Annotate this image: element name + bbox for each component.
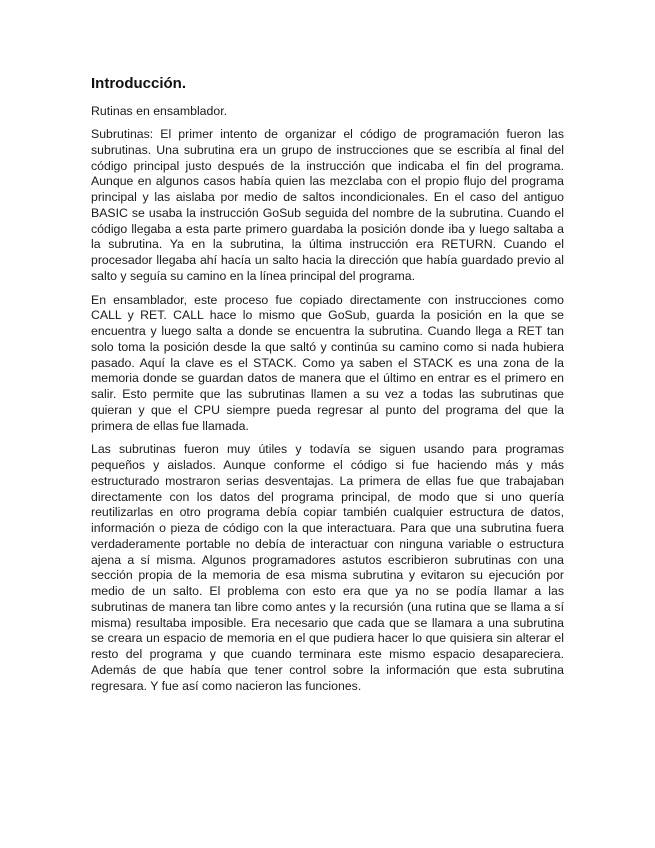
document-page bbox=[91, 74, 564, 702]
paragraph-desventajas: Las subrutinas fueron muy útiles y todavía se siguen usando para programas pequeños y aislados. Aunque conforme el código si fue haciendo más y más estructurado mostraron serias desventajas. La primera de ellas fue que trabajaban directamente con los datos del programa principal, de modo que si uno quería reutilizarlas en otro programa debía copiar también cualquier estructura de datos, información o pieza de código con la que interactuara. Para que una subrutina fuera verdaderamente portable no debía de interactuar con ninguna variable o estructura ajena a sí misma. Algunos programadores astutos escribieron subrutinas con una sección propia de la memoria de esa misma subrutina y evitaron su ejecución por medio de un salto. El problema con esto era que ya no se podía llamar a las subrutinas de manera tan libre como antes y la recursión (una rutina que se llama a sí misma) resultaba imposible. Era necesario que cada que se llamara a una subrutina se creara un espacio de memoria en el que pudiera hacer lo que quisiera sin alterar el resto del programa y que cuando terminara este mismo espacio desapareciera. Además de que había que tener control sobre la información que esta subrutina regresara. Y fue así como nacieron las funciones. bbox=[91, 442, 564, 693]
section-subtitle: Rutinas en ensamblador. bbox=[91, 104, 228, 118]
page-title: Introducción. bbox=[91, 75, 186, 92]
paragraph-subrutinas: Subrutinas: El primer intento de organizar el código de programación fueron las subrutinas. Una subrutina era un grupo de instrucciones que se escribía al final del código principal justo después de la instrucción que indicaba el fin del programa. Aunque en algunos casos había quien las mezclaba con el propio flujo del programa principal y las aislaba por medio de saltos incondicionales. En el caso del antiguo BASIC se usaba la instrucción GoSub seguida del nombre de la subrutina. Cuando el código llegaba a esta parte primero guardaba la posición donde iba y luego saltaba a la subrutina. Ya en la subrutina, la última instrucción era RETURN. Cuando el procesador llegaba ahí hacía un salto hacia la dirección que había guardado previo al salto y seguía su camino en la línea principal del programa. bbox=[91, 127, 564, 283]
paragraph-ensamblador: En ensamblador, este proceso fue copiado directamente con instrucciones como CALL y RET. CALL hace lo mismo que GoSub, guarda la posición en la que se encuentra y luego salta a donde se encuentra la subrutina. Cuando llega a RET tan solo toma la posición desde la que saltó y continúa su camino como si nada hubiera pasado. Aquí la clave es el STACK. Como ya saben el STACK es una zona de la memoria donde se guardan datos de manera que el último en entrar es el primero en salir. Esto permite que las subrutinas llamen a su vez a todas las subrutinas que quieran y que el CPU siempre pueda regresar al punto del programa del que la primera de ellas fue llamada. bbox=[91, 292, 564, 433]
